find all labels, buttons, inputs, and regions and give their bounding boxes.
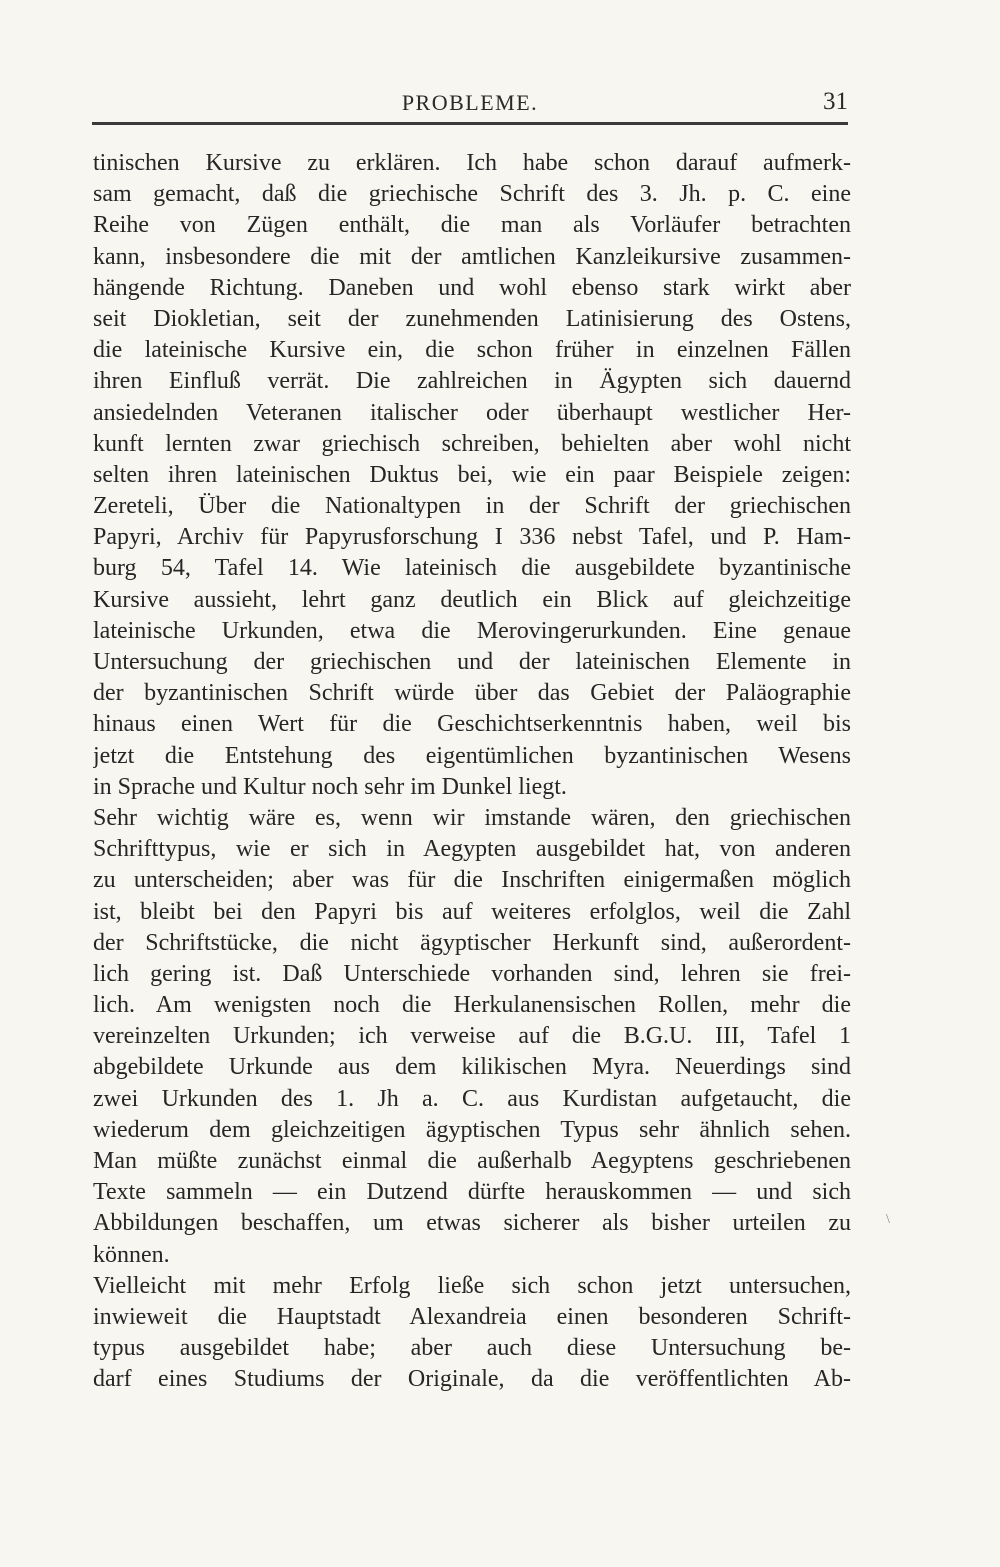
text-line: seit Diokletian, seit der zunehmenden Latinisierung des Ostens, [93, 305, 851, 332]
text-line: tinischen Kursive zu erklären. Ich habe schon darauf aufmerk- [93, 150, 851, 176]
text-line: Untersuchung der griechischen und der lateinischen Elemente in [93, 649, 851, 675]
text-line: in Sprache und Kultur noch sehr im Dunkel liegt. [93, 773, 567, 800]
text-line: lich gering ist. Daß Unterschiede vorhanden sind, lehren sie frei- [93, 960, 851, 987]
text-line: vereinzelten Urkunden; ich verweise auf die B.G.U. III, Tafel 1 [93, 1023, 851, 1050]
text-line: lateinische Urkunden, etwa die Merovingerurkunden. Eine genaue [93, 617, 851, 644]
text-line: wiederum dem gleichzeitigen ägyptischen Typus sehr ähnlich sehen. [93, 1116, 851, 1143]
text-line: Reihe von Zügen enthält, die man als Vorläufer betrachten [93, 212, 851, 239]
text-line: kunft lernten zwar griechisch schreiben, behielten aber wohl nicht [93, 430, 851, 457]
text-line: Schrifttypus, wie er sich in Aegypten ausgebildet hat, von anderen [93, 836, 851, 863]
header-rule [92, 122, 848, 125]
text-line: inwieweit die Hauptstadt Alexandreia einen besonderen Schrift- [93, 1303, 851, 1330]
text-line: können. [93, 1241, 170, 1268]
text-line: lich. Am wenigsten noch die Herkulanensischen Rollen, mehr die [93, 992, 851, 1019]
text-line: Papyri, Archiv für Papyrusforschung I 336 nebst Tafel, und P. Ham- [93, 524, 851, 551]
text-line: ansiedelnden Veteranen italischer oder überhaupt westlicher Her- [93, 399, 851, 426]
text-line: sam gemacht, daß die griechische Schrift des 3. Jh. p. C. eine [93, 181, 851, 208]
text-line: Zereteli, Über die Nationaltypen in der Schrift der griechischen [93, 493, 851, 520]
text-line: ist, bleibt bei den Papyri bis auf weiteres erfolglos, weil die Zahl [93, 898, 851, 925]
text-line: abgebildete Urkunde aus dem kilikischen Myra. Neuerdings sind [93, 1054, 851, 1081]
text-line: jetzt die Entstehung des eigentümlichen byzantinischen Wesens [93, 742, 851, 769]
margin-mark: \ [886, 1212, 890, 1227]
text-line: hängende Richtung. Daneben und wohl ebenso stark wirkt aber [93, 274, 851, 301]
text-line: Kursive aussieht, lehrt ganz deutlich ein Blick auf gleichzeitige [93, 586, 851, 613]
text-line: Sehr wichtig wäre es, wenn wir imstande wären, den griechischen [93, 804, 851, 831]
text-line: typus ausgebildet habe; aber auch diese Untersuchung be- [93, 1335, 851, 1362]
text-line: Abbildungen beschaffen, um etwas sicherer als bisher urteilen zu [93, 1210, 851, 1237]
body-text [93, 148, 851, 1396]
text-line: zu unterscheiden; aber was für die Inschriften einigermaßen möglich [93, 867, 851, 894]
text-line: der byzantinischen Schrift würde über das Gebiet der Paläographie [93, 680, 851, 707]
page-number: 31 [823, 88, 848, 115]
text-line: burg 54, Tafel 14. Wie lateinisch die ausgebildete byzantinische [93, 555, 851, 582]
text-line: Texte sammeln — ein Dutzend dürfte herauskommen — und sich [93, 1179, 851, 1206]
text-line: die lateinische Kursive ein, die schon früher in einzelnen Fällen [93, 337, 851, 364]
running-title: PROBLEME. [401, 90, 539, 115]
text-line: kann, insbesondere die mit der amtlichen Kanzleikursive zusammen- [93, 243, 851, 270]
text-line: der Schriftstücke, die nicht ägyptischer Herkunft sind, außerordent- [93, 929, 851, 956]
text-line: zwei Urkunden des 1. Jh a. C. aus Kurdistan aufgetaucht, die [93, 1085, 851, 1112]
text-line: ihren Einfluß verrät. Die zahlreichen in Ägypten sich dauernd [93, 368, 851, 395]
text-line: Man müßte zunächst einmal die außerhalb Aegyptens geschriebenen [93, 1148, 851, 1174]
text-line: darf eines Studiums der Originale, da die veröffentlichten Ab- [93, 1366, 851, 1393]
text-line: Vielleicht mit mehr Erfolg ließe sich schon jetzt untersuchen, [93, 1272, 851, 1299]
text-line: hinaus einen Wert für die Geschichtserkenntnis haben, weil bis [93, 711, 851, 738]
running-header [92, 88, 848, 122]
text-line: selten ihren lateinischen Duktus bei, wie ein paar Beispiele zeigen: [93, 461, 851, 488]
